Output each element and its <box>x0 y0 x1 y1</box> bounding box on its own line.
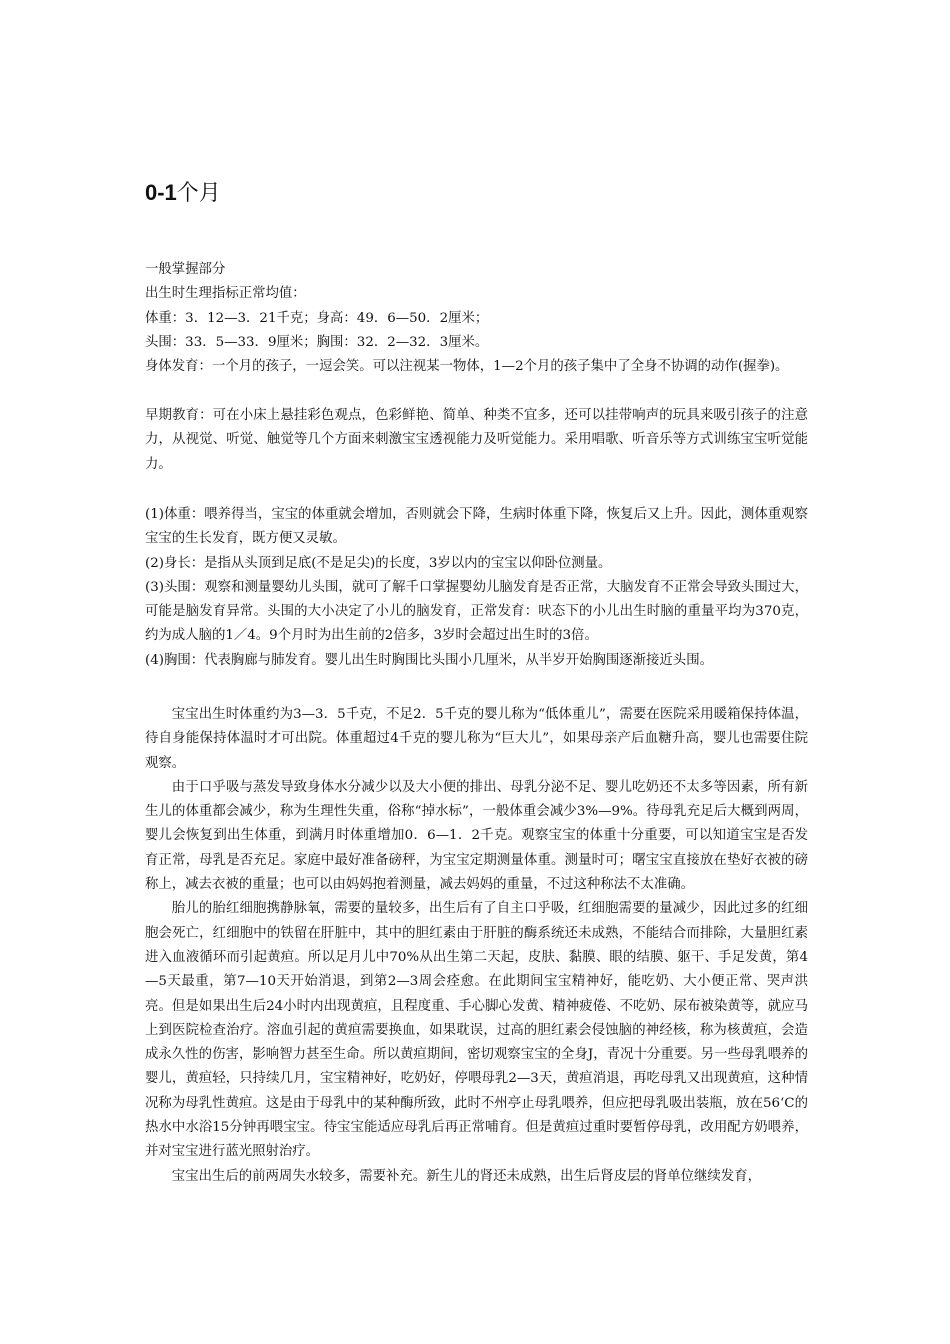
body-section <box>145 703 808 1189</box>
general-section <box>145 258 808 379</box>
weight-height-line: 体重：3．12—3．21千克；身高：49．6—50．2厘米； <box>145 310 489 326</box>
indicator-chest: (4)胸围：代表胸廊与肺发育。婴儿出生时胸围比头围小几厘米，从半岁开始胸围逐渐接近头围。 <box>145 652 713 668</box>
indicators-section <box>145 503 808 673</box>
body-paragraph-weight-loss: 由于口乎吸与蒸发导致身体水分减少以及大小便的排出、母乳分泌不足、婴儿吃奶还不太多等因素，所有新生儿的体重都会减少，称为生理性失重，俗称“掉水标”，一般体重会减少3%—9%。待母乳充足后大概到两周，婴儿会恢复到出生体重，到满月时体重增加0．6—1．2千克。观察宝宝的体重十分重要，可以知道宝宝是否发育正常，母乳是否充足。家庭中最好准备磅秤，为宝宝定期测量体重。测量时可；曙宝宝直接放在垫好衣被的磅称上，减去衣被的重量；也可以由妈妈抱着测量，减去妈妈的重量，不过这种称法不太准确。 <box>145 779 808 893</box>
early-education-section <box>145 404 808 477</box>
body-paragraph-jaundice: 胎儿的胎红细胞携静脉氧，需要的量较多，出生后有了自主口乎吸，红细胞需要的量减少，因此过多的红细胞会死亡，红细胞中的铁留在肝脏中，其中的胆红素由于肝脏的酶系统还未成熟，不能结合而排除，大量胆红素进入血液循环而引起黄疸。所以足月儿中70%从出生第二天起，皮肤、黏膜、眼的结膜、躯干、手足发黄，第4—5天最重，第7—10天开始消退，到第2—3周会痊愈。在此期间宝宝精神好，能吃奶、大小便正常、哭声洪亮。但是如果出生后24小时内出现黄疸，且程度重、手心脚心发黄、精神疲倦、不吃奶、尿布被染黄等，就应马上到医院检查治疗。溶血引起的黄疸需要换血，如果耽误，过高的胆红素会侵蚀脑的神经核，称为核黄疸，会造成永久性的伤害，影响智力甚至生命。所以黄疸期间，密切观察宝宝的全身J，青况十分重要。另一些母乳喂养的婴儿，黄疸轻，只持续几月，宝宝精神好，吃奶好，停喂母乳2—3天，黄疸消退，再吃母乳又出现黄疸，这种情况称为母乳性黄疸。这是由于母乳中的某种酶所致，此时不州亭止母乳喂养，但应把母乳吸出装瓶，放在56‘C的热水中水浴15分钟再喂宝宝。待宝宝能适应母乳后再正常哺育。但是黄疸过重时要暂停母乳，改用配方奶喂养，并对宝宝进行蓝光照射治疗。 <box>145 901 808 1160</box>
body-paragraph-birth-weight: 宝宝出生时体重约为3—3．5千克，不足2．5千克的婴儿称为“低体重儿”，需要在医院采用暖箱保持体温，待自身能保持体温时才可出院。体重超过4千克的婴儿称为“巨大儿”，如果母亲产后血糖升高，婴儿也需要住院观察。 <box>145 707 808 771</box>
development-line: 身体发育：一个月的孩子，一逗会笑。可以注视某一物体，1—2个月的孩子集中了全身不协调的动作(握拳)。 <box>145 359 789 375</box>
body-paragraph-water: 宝宝出生后的前两周失水较多，需要补充。新生儿的肾还未成熟，出生后肾皮层的肾单位继续发育， <box>171 1168 761 1184</box>
indicator-weight: (1)体重：喂养得当，宝宝的体重就会增加，否则就会下降，生病时体重下降，恢复后又上升。因此，测体重观察宝宝的生长发育，既方便又灵敏。 <box>145 507 808 547</box>
title-number: 0-1 <box>145 180 177 205</box>
general-heading: 一般掌握部分 <box>145 262 226 277</box>
page-title <box>145 178 221 209</box>
early-education-text: 早期教育：可在小床上悬挂彩色观点，色彩鲜艳、简单、种类不宜多，还可以挂带响声的玩具来吸引孩子的注意力，从视觉、听觉、触觉等几个方面来刺激宝宝透视能力及听觉能力。采用唱歌、听音乐等方式训练宝宝听觉能力。 <box>145 408 808 472</box>
title-unit: 个月 <box>176 181 221 206</box>
indicator-head: (3)头围：观察和测量婴幼儿头围，就可了解千口掌握婴幼儿脑发育是否正常，大脑发育不正常会导致头围过大，可能是脑发育异常。头围的大小决定了小儿的脑发育，正常发育：吠态下的小儿出生时脑的重量平均为370克，约为成人脑的1／4。9个月时为出生前的2倍多，3岁时会超过出生时的3倍。 <box>145 579 808 644</box>
head-chest-line: 头围：33．5—33．9厘米；胸围：32．2—32．3厘米。 <box>145 334 489 350</box>
general-subheading: 出生时生理指标正常均值： <box>145 286 306 302</box>
indicator-length: (2)身长：是指从头顶到足底(不是足尖)的长度，3岁以内的宝宝以仰卧位测量。 <box>145 555 612 571</box>
